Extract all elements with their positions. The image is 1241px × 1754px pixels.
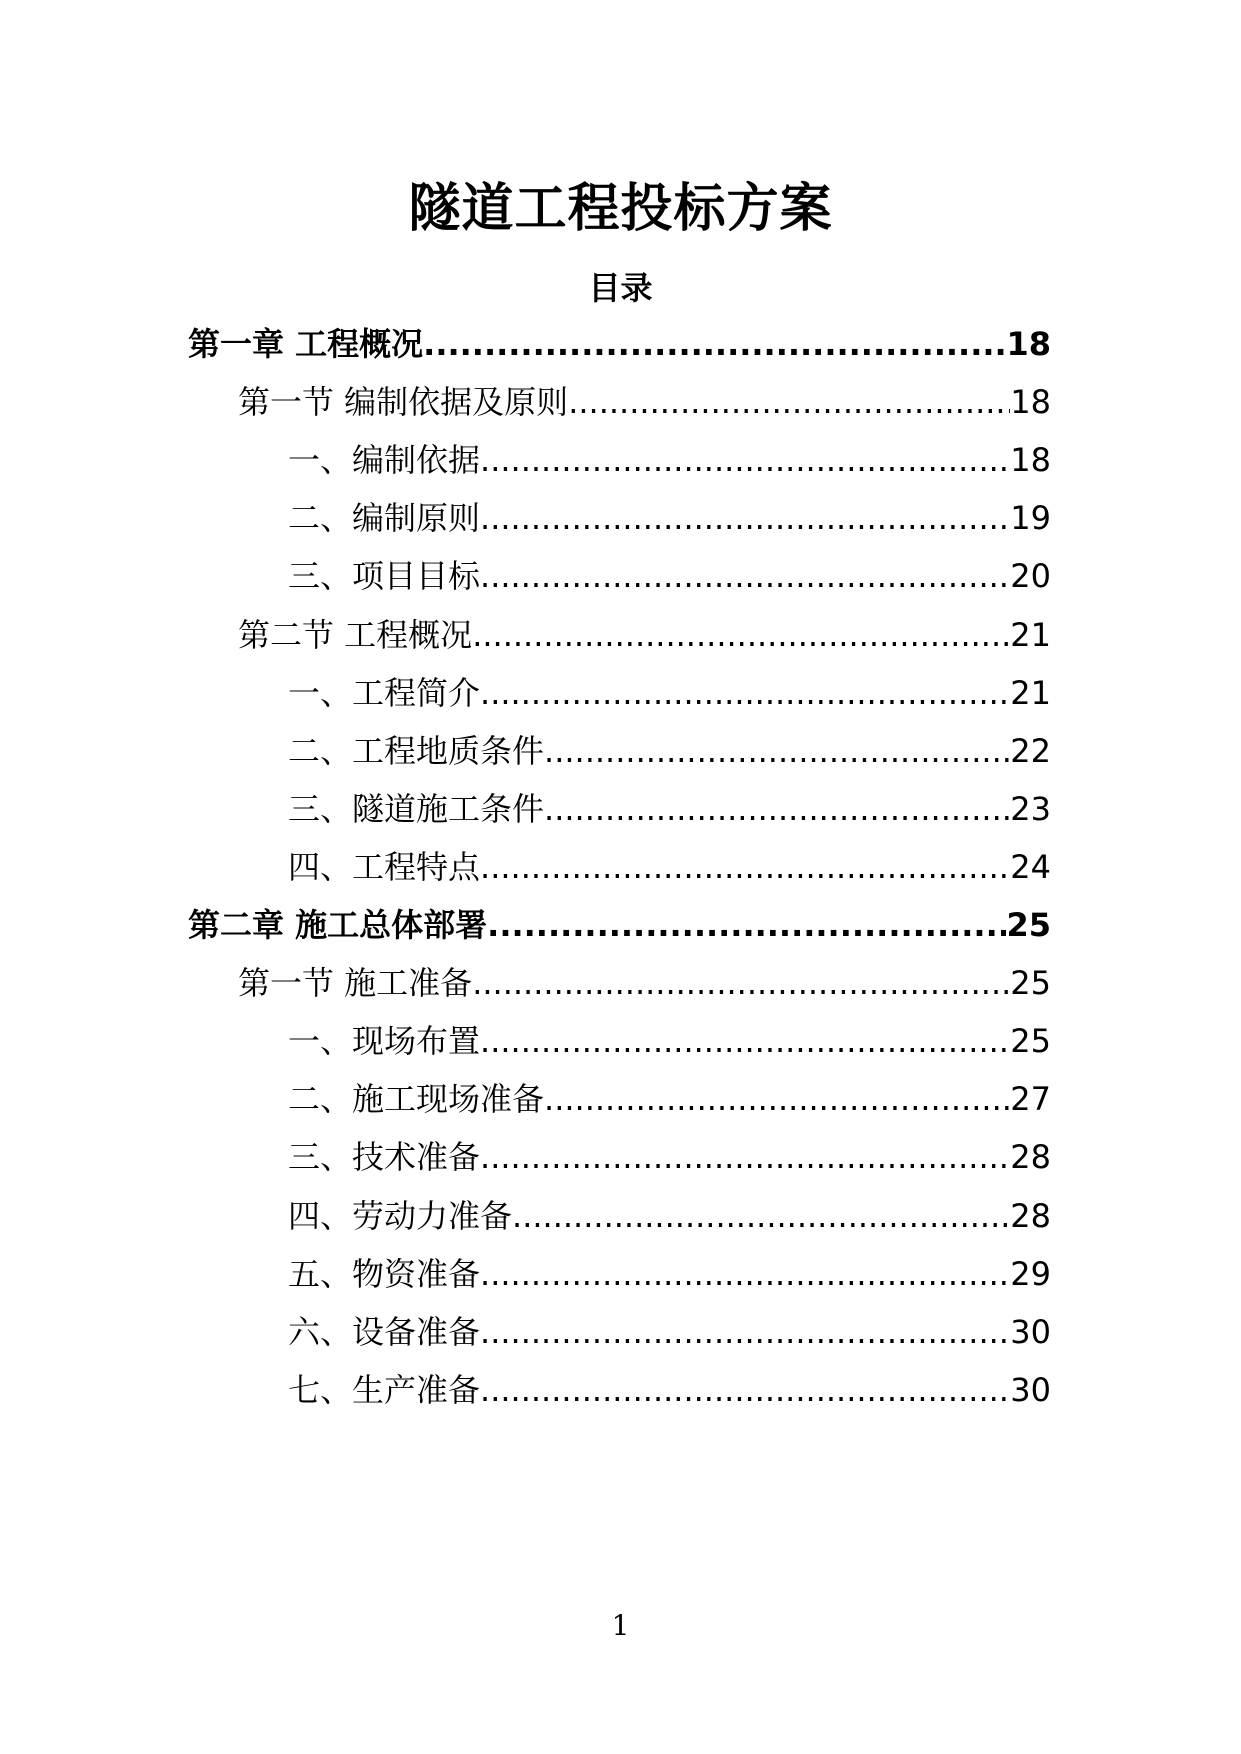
toc-entry-title: 一、工程简介	[288, 673, 481, 712]
toc-entry-page-number: 29	[1010, 1254, 1051, 1293]
toc-dot-leader	[480, 1309, 1010, 1355]
toc-entry-title: 二、施工现场准备	[288, 1080, 545, 1119]
toc-entry-page-number: 21	[1010, 673, 1051, 712]
toc-entry-level-3[interactable]	[288, 1018, 1051, 1064]
toc-dot-leader	[480, 670, 1010, 716]
toc-entry-level-3[interactable]	[288, 786, 1051, 832]
toc-dot-leader	[480, 1251, 1010, 1297]
toc-entry-level-3[interactable]	[288, 1193, 1051, 1239]
toc-entry-level-3[interactable]	[288, 1309, 1051, 1355]
toc-entry-title: 五、物资准备	[288, 1254, 481, 1293]
toc-entry-title: 三、项目目标	[288, 557, 481, 596]
toc-entry-level-2[interactable]	[238, 379, 1051, 425]
toc-entry-page-number: 28	[1010, 1138, 1051, 1177]
toc-entry-page-number: 27	[1010, 1080, 1051, 1119]
toc-entry-title: 第一章 工程概况	[188, 325, 424, 363]
toc-entry-level-3[interactable]	[288, 553, 1051, 599]
toc-entry-page-number: 20	[1010, 557, 1051, 596]
toc-entry-title: 三、隧道施工条件	[288, 789, 545, 828]
toc-dot-leader	[472, 612, 1010, 658]
toc-entry-title: 一、现场布置	[288, 1022, 481, 1061]
toc-dot-leader	[480, 553, 1010, 599]
toc-entry-page-number: 23	[1010, 789, 1051, 828]
toc-entry-level-1[interactable]	[188, 902, 1051, 948]
toc-dot-leader	[423, 321, 1006, 367]
toc-entry-title: 第二章 施工总体部署	[188, 906, 488, 944]
toc-entry-level-1[interactable]	[188, 321, 1051, 367]
toc-dot-leader	[480, 1018, 1010, 1064]
toc-entry-title: 第一节 编制依据及原则	[238, 383, 569, 422]
toc-entry-page-number: 24	[1010, 847, 1051, 886]
toc-entry-page-number: 30	[1010, 1312, 1051, 1351]
toc-entry-page-number: 18	[1006, 325, 1051, 363]
toc-dot-leader	[487, 902, 1006, 948]
toc-entry-level-3[interactable]	[288, 1134, 1051, 1180]
toc-dot-leader	[480, 844, 1010, 890]
toc-entry-page-number: 22	[1010, 731, 1051, 770]
toc-entry-title: 四、劳动力准备	[288, 1196, 513, 1235]
toc-entry-level-3[interactable]	[288, 844, 1051, 890]
toc-entry-page-number: 28	[1010, 1196, 1051, 1235]
toc-entry-page-number: 21	[1010, 615, 1051, 654]
document-title: 隧道工程投标方案	[408, 179, 833, 239]
toc-entry-title: 二、工程地质条件	[288, 731, 545, 770]
toc-entry-title: 一、编制依据	[288, 441, 481, 480]
toc-entry-page-number: 19	[1010, 499, 1051, 538]
toc-dot-leader	[480, 1134, 1010, 1180]
toc-entry-title: 二、编制原则	[288, 499, 481, 538]
toc-entry-page-number: 18	[1010, 441, 1051, 480]
toc-entry-level-3[interactable]	[288, 728, 1051, 774]
toc-dot-leader	[480, 495, 1010, 541]
toc-entry-level-3[interactable]	[288, 670, 1051, 716]
toc-entry-level-3[interactable]	[288, 1251, 1051, 1297]
toc-entry-title: 第一节 施工准备	[238, 964, 473, 1003]
toc-heading: 目录	[588, 269, 653, 307]
toc-dot-leader	[544, 786, 1010, 832]
toc-entry-level-3[interactable]	[288, 1367, 1051, 1413]
toc-entry-page-number: 25	[1010, 964, 1051, 1003]
toc-entry-title: 七、生产准备	[288, 1370, 481, 1409]
toc-dot-leader	[480, 437, 1010, 483]
toc-entry-level-3[interactable]	[288, 1076, 1051, 1122]
toc-entry-level-2[interactable]	[238, 612, 1051, 658]
toc-entry-page-number: 18	[1010, 383, 1051, 422]
toc-entry-level-2[interactable]	[238, 960, 1051, 1006]
toc-entry-title: 四、工程特点	[288, 847, 481, 886]
toc-entry-level-3[interactable]	[288, 437, 1051, 483]
toc-entry-title: 六、设备准备	[288, 1312, 481, 1351]
toc-dot-leader	[472, 960, 1010, 1006]
toc-entry-page-number: 25	[1010, 1022, 1051, 1061]
toc-entry-level-3[interactable]	[288, 495, 1051, 541]
toc-dot-leader	[544, 1076, 1010, 1122]
page-number: 1	[611, 1609, 630, 1642]
toc-dot-leader	[568, 379, 1010, 425]
toc-dot-leader	[544, 728, 1010, 774]
toc-entry-title: 第二节 工程概况	[238, 615, 473, 654]
toc-entry-title: 三、技术准备	[288, 1138, 481, 1177]
toc-dot-leader	[480, 1367, 1010, 1413]
toc-entry-page-number: 25	[1006, 906, 1051, 944]
toc-dot-leader	[512, 1193, 1010, 1239]
toc-entry-page-number: 30	[1010, 1370, 1051, 1409]
